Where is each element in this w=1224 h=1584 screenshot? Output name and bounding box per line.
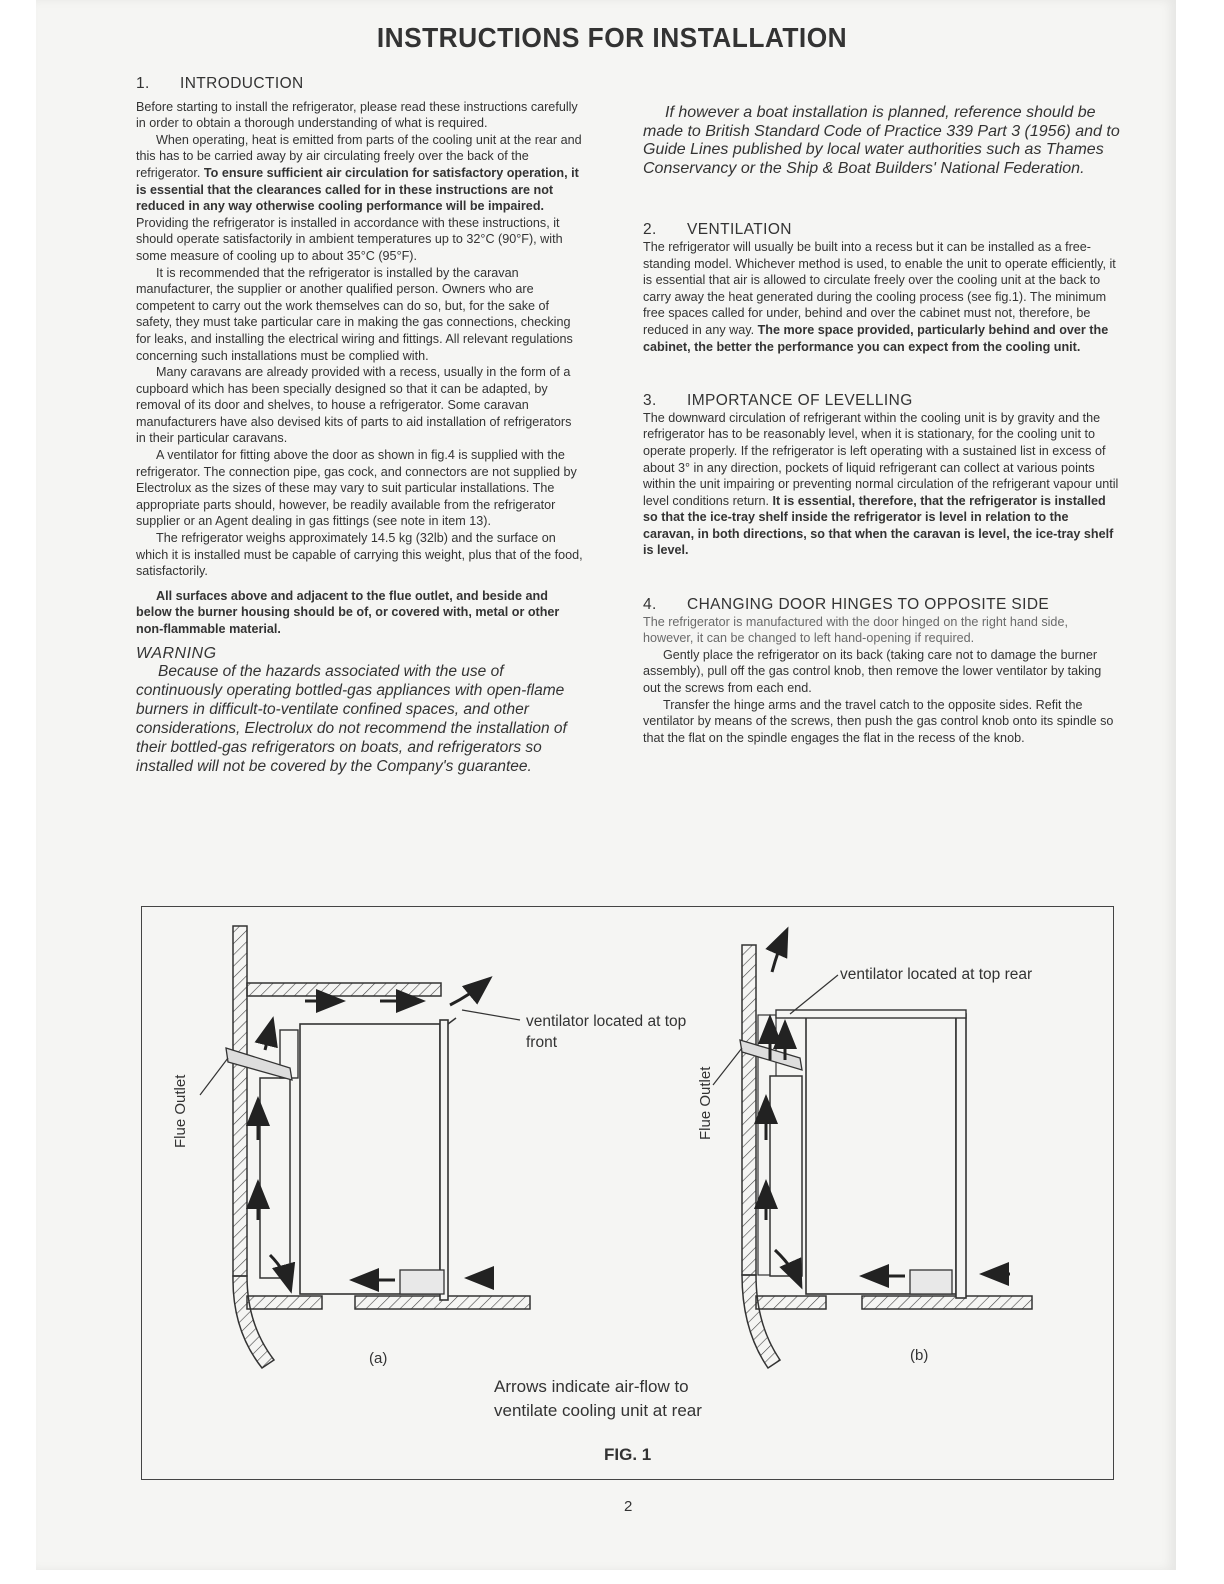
- section-number: 4.: [643, 596, 657, 614]
- intro-paragraph-1: Before starting to install the refrigerator, please read these instructions carefully in order to obtain a thorough understanding of what is required.: [136, 99, 578, 131]
- hinges-paragraph-2: Gently place the refrigerator on its back (taking care not to damage the burner assembly), pull off the gas control knob, then remove the lower ventilator by taking out the screws from each end.: [643, 647, 1102, 696]
- hinges-paragraph-1: The refrigerator is manufactured with the door hinged on the right hand side, however, it can be changed to left hand-opening if required.: [643, 614, 1068, 646]
- floor-right-b: [862, 1296, 1032, 1309]
- section-number: 3.: [643, 392, 657, 410]
- page-title: INSTRUCTIONS FOR INSTALLATION: [376, 22, 848, 53]
- intro-paragraph-6: The refrigerator weighs approximately 14.5 kg (32lb) and the surface on which it is installed must be capable of carrying this weight, plus that of the food, satisfactorily.: [136, 531, 583, 579]
- warning-heading: WARNING: [136, 644, 217, 662]
- section-title: IMPORTANCE OF LEVELLING: [687, 392, 913, 410]
- warning-text: Because of the hazards associated with the use of continuously operating bottled-gas appliances with open-flame burners in difficult-to-ventilate confined spaces, and other considerations, Electrolux do not recommend the installation of their bottled-gas refrigerators on boats, and refrigerators so installed will not be covered by the Company's guarantee.: [136, 663, 567, 776]
- section-title: INTRODUCTION: [180, 75, 304, 92]
- intro-paragraph-3: It is recommended that the refrigerator is installed by the caravan manufacturer, the supplier or another qualified person. Owners who are competent to carry out the work themselves can do so, but, for the sake of safety, they must take particular care in making the gas connections, checking for leaks, and installing the electrical wiring and fittings. All relevant regulations concerning such installations must be complied with.: [136, 265, 573, 363]
- levelling-bold: It is essential, therefore, that the refrigerator is installed so that the ice-tray shelf inside the refrigerator is level in relation to the caravan, in both directions, so that when the caravan is level, the ice-tray shelf is level.: [643, 493, 1114, 558]
- intro-paragraph-5: A ventilator for fitting above the door as shown in fig.4 is supplied with the refrigerator. The connection pipe, gas cock, and connectors are not supplied by Electrolux as the sizes of these may vary to suit particular installations. The appropriate parts should, however, be readily available from the refrigerator supplier or an Agent dealing in gas fittings (see note in item 13).: [136, 448, 577, 529]
- ventilation-bold: The more space provided, particularly behind and over the cabinet, the better the performance you can expect from the cooling unit.: [643, 322, 1109, 354]
- wall-curve-a: [233, 1276, 274, 1368]
- caption-line-1: Arrows indicate air-flow to: [494, 1377, 689, 1396]
- burner-housing-a: [400, 1270, 444, 1294]
- cooling-unit-b: [770, 1076, 802, 1276]
- figure-number: FIG. 1: [604, 1445, 652, 1464]
- cooling-unit-a: [260, 1078, 290, 1278]
- diagram-b: [713, 932, 1032, 1368]
- section-number: 2.: [643, 221, 657, 239]
- intro-p2-bold: To ensure sufficient air circulation for satisfactory operation, it is essential that the clearances called for in these instructions are not reduced in any way otherwise cooling performance will be impaired.: [136, 165, 579, 214]
- cabinet-b: [806, 1016, 956, 1294]
- wall-curve-b: [742, 1275, 780, 1368]
- figure-caption: [494, 1375, 702, 1423]
- callout-ventilator-top-front: ventilator located at top front: [526, 1013, 687, 1051]
- top-ventilator-b: [776, 1010, 966, 1018]
- door-b: [956, 1014, 966, 1298]
- flue-outlet-label-b: Flue Outlet: [697, 1066, 714, 1140]
- section-title: CHANGING DOOR HINGES TO OPPOSITE SIDE: [687, 596, 1050, 614]
- flue-outlet-label-a: Flue Outlet: [172, 1074, 189, 1148]
- levelling-text: The downward circulation of refrigerant within the cooling unit is by gravity and the refrigerator has to be reasonably level, when it is stationary, for the cooling unit to operate properly. If the refrigerator is left operating with a sustained list in excess of about 3° in any direction, pockets of liquid refrigerant can collect at various points within the unit impairing or preventing normal circulation of the refrigerant vapour until level conditions return.: [643, 410, 1119, 508]
- section-title: VENTILATION: [687, 221, 792, 239]
- sub-figure-label-b: (b): [910, 1347, 929, 1364]
- section-number: 1.: [136, 75, 150, 92]
- intro-p2-start: When operating, heat is emitted from parts of the cooling unit at the rear and this has to be carried away by air circulating freely over the back of the refrigerator.: [136, 132, 582, 180]
- rear-wall-b: [742, 945, 756, 1275]
- rear-wall-a: [233, 926, 247, 1276]
- sub-figure-label-a: (a): [369, 1350, 388, 1367]
- caption-line-2: ventilate cooling unit at rear: [494, 1401, 702, 1420]
- intro-paragraph-4: Many caravans are already provided with a recess, usually in the form of a cupboard which has been specially designed so that it can be adapted, by removal of its door and shelves, to house a refrigerator. Some caravan manufacturers have also devised kits of parts to aid installation of refrigerators in their particular caravans.: [136, 365, 572, 446]
- ventilation-text: The refrigerator will usually be built into a recess but it can be installed as a free-standing model. Whichever method is used, to enable the unit to operate efficiently, it is essential that air is allowed to circulate freely over the cooling unit at the back to carry away the heat generated during the cooling process (see fig.1). The minimum free spaces called for under, behind and over the cabinet must not, therefore, be reduced in any way.: [643, 239, 1116, 337]
- floor-left-b: [756, 1296, 826, 1309]
- cabinet-a: [300, 1024, 440, 1294]
- diagram-a: [200, 926, 530, 1368]
- intro-p2-end: Providing the refrigerator is installed in accordance with these instructions, it should operate satisfactorily in ambient temperatures up to 32°C (90°F), with some measure of cooling up to about 35°C (95°F).: [136, 215, 563, 263]
- intro-p7-bold: All surfaces above and adjacent to the flue outlet, and beside and below the burner housing should be of, or covered with, metal or other non-flammable material.: [136, 588, 560, 636]
- page-number: 2: [624, 1498, 633, 1515]
- boat-installation-note: If however a boat installation is planned, reference should be made to British Standard Code of Practice 339 Part 3 (1956) and to Guide Lines published by local water authorities such as Thames Conservancy or the Ship & Boat Builders' National Federation.: [643, 104, 1120, 177]
- door-a: [440, 1020, 448, 1300]
- top-shelf-a: [247, 983, 441, 996]
- burner-housing-b: [910, 1270, 952, 1294]
- callout-ventilator-top-rear: ventilator located at top rear: [840, 966, 1033, 983]
- floor-left-a: [247, 1296, 322, 1309]
- hinges-paragraph-3: Transfer the hinge arms and the travel catch to the opposite sides. Refit the ventilator by means of the screws, then push the gas control knob onto its spindle so that the flat on the spindle engages the flat in the recess of the knob.: [643, 697, 1114, 745]
